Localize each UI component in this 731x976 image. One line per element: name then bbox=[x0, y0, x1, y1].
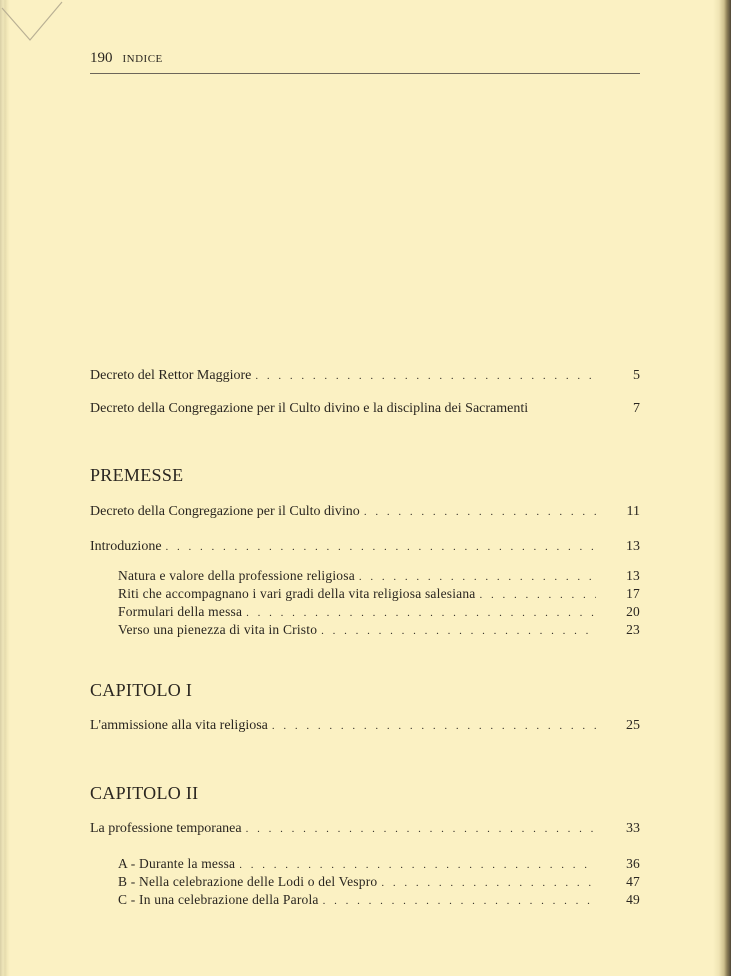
leader-dots bbox=[359, 568, 596, 586]
toc-entry-decreto-congregazione bbox=[90, 400, 640, 418]
leader-dots bbox=[166, 538, 596, 556]
running-header bbox=[90, 50, 640, 67]
toc-entry bbox=[90, 538, 640, 556]
toc-subentry-page: 49 bbox=[626, 892, 640, 907]
toc-subentry-title: Natura e valore della professione religiosa bbox=[118, 568, 355, 583]
toc-subentry-page: 36 bbox=[626, 856, 640, 871]
toc-subentry-title: Riti che accompagnano i vari gradi della vita religiosa salesiana bbox=[118, 586, 476, 601]
toc-entry-title: Decreto del Rettor Maggiore bbox=[90, 368, 252, 383]
toc-subentry bbox=[118, 873, 640, 891]
toc-subentry-title: Formulari della messa bbox=[118, 604, 243, 619]
leader-dots bbox=[381, 874, 596, 892]
toc-subentry-title: A - Durante la messa bbox=[118, 856, 236, 871]
toc-entry-page: 5 bbox=[633, 368, 640, 383]
toc-subentry-title: C - In una celebrazione della Parola bbox=[118, 892, 319, 907]
leader-dots bbox=[239, 856, 596, 874]
toc-entry-page: 33 bbox=[626, 821, 640, 836]
toc-entry-page: 11 bbox=[626, 504, 640, 519]
leader-dots bbox=[364, 503, 596, 521]
toc-entry-title: Decreto della Congregazione per il Culto divino bbox=[90, 504, 360, 519]
toc-subentry-page: 13 bbox=[626, 568, 640, 583]
toc-subentry bbox=[118, 891, 640, 909]
toc-subentry-page: 17 bbox=[626, 586, 640, 601]
header-rule bbox=[90, 73, 640, 74]
toc-subentry bbox=[118, 603, 640, 621]
section-title-capitolo-i: CAPITOLO I bbox=[90, 680, 193, 700]
leader-dots bbox=[323, 892, 596, 910]
leader-dots bbox=[246, 820, 596, 838]
leader-dots bbox=[272, 717, 596, 735]
page-left-edge bbox=[0, 0, 10, 976]
toc-entry-title: Decreto della Congregazione per il Culto divino e la disciplina dei Sacramenti bbox=[90, 401, 529, 416]
leader-dots bbox=[480, 586, 597, 604]
toc-subentry-page: 47 bbox=[626, 874, 640, 889]
folded-corner-mark bbox=[0, 0, 70, 60]
leader-dots bbox=[246, 604, 596, 622]
toc-subentry bbox=[118, 585, 640, 603]
section-title-capitolo-ii: CAPITOLO II bbox=[90, 783, 199, 803]
toc-entry-title: La professione temporanea bbox=[90, 821, 242, 836]
section-title-premesse: PREMESSE bbox=[90, 465, 184, 485]
toc-entry-page: 25 bbox=[626, 718, 640, 733]
toc-subentry-page: 23 bbox=[626, 622, 640, 637]
toc-entry bbox=[90, 503, 640, 521]
leader-dots bbox=[321, 622, 596, 640]
toc-subentry-page: 20 bbox=[626, 604, 640, 619]
toc-entry-page: 7 bbox=[633, 401, 640, 416]
toc-subentry-title: Verso una pienezza di vita in Cristo bbox=[118, 622, 318, 637]
toc-subentry-title: B - Nella celebrazione delle Lodi o del Vespro bbox=[118, 874, 378, 889]
page-right-edge bbox=[713, 0, 731, 976]
toc-subentry bbox=[118, 621, 640, 639]
toc-subentry bbox=[118, 855, 640, 873]
toc-entry-decreto-rettor bbox=[90, 367, 640, 385]
header-running-title: INDICE bbox=[122, 53, 163, 65]
leader-dots bbox=[255, 367, 596, 385]
header-page-number: 190 bbox=[90, 50, 113, 66]
toc-entry-page: 13 bbox=[626, 539, 640, 554]
toc-entry-title: Introduzione bbox=[90, 539, 162, 554]
toc-entry bbox=[90, 717, 640, 735]
toc-entry-title: L'ammissione alla vita religiosa bbox=[90, 718, 268, 733]
toc-entry bbox=[90, 820, 640, 838]
toc-subentry bbox=[118, 567, 640, 585]
